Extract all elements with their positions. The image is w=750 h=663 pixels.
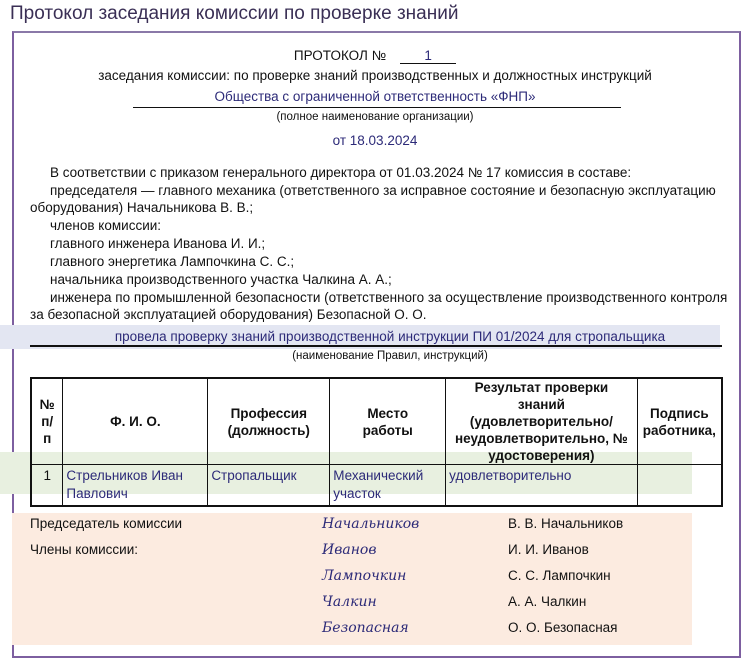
org-underline bbox=[133, 107, 621, 108]
cell-workplace: Механический участок bbox=[330, 465, 446, 507]
results-table bbox=[30, 377, 723, 507]
signatory-name: И. И. Иванов bbox=[508, 542, 589, 557]
handwritten-signature: Иванов bbox=[322, 542, 377, 558]
body-line: членов комиссии: bbox=[50, 218, 162, 233]
instruction-text: провела проверку знаний производственной инструкции ПИ 01/2024 для стропальщика bbox=[114, 329, 666, 344]
col-header: № п/п bbox=[31, 378, 63, 465]
organization-name: Общества с ограниченной ответственность «ФНП» bbox=[214, 89, 536, 104]
table-header-row bbox=[31, 378, 722, 465]
handwritten-signature: Безопасная bbox=[322, 620, 409, 636]
handwritten-signature: Чалкин bbox=[322, 594, 377, 610]
table-row bbox=[31, 465, 722, 507]
org-caption: (полное наименование организации) bbox=[276, 111, 474, 123]
page-title: Протокол заседания комиссии по проверке знаний bbox=[10, 3, 459, 24]
protocol-label: ПРОТОКОЛ № bbox=[293, 48, 387, 63]
protocol-heading bbox=[0, 48, 750, 64]
cell-name: Стрельников Иван Павлович bbox=[63, 465, 208, 507]
signatory-name: О. О. Безопасная bbox=[508, 620, 618, 635]
body-line: В соответствии с приказом генерального директора от 01.03.2024 № 17 комиссия в составе: bbox=[50, 165, 632, 180]
col-header: Подпись работника, bbox=[637, 378, 722, 465]
cell-profession: Стропальщик bbox=[208, 465, 330, 507]
protocol-subtitle: заседания комиссии: по проверке знаний производственных и должностных инструкций bbox=[98, 68, 652, 83]
col-header: Результат проверки знаний (удовлетворительно/ неудовлетворительно, № удостоверения) bbox=[446, 378, 638, 465]
members-label: Члены комиссии: bbox=[30, 542, 139, 557]
protocol-number: 1 bbox=[400, 48, 456, 64]
protocol-date: от 18.03.2024 bbox=[332, 133, 418, 148]
signatory-name: А. А. Чалкин bbox=[508, 594, 587, 609]
cell-result: удовлетворительно bbox=[446, 465, 638, 507]
body-line: главного энергетика Лампочкина С. С.; bbox=[50, 254, 295, 269]
chair-label: Председатель комиссии bbox=[30, 516, 183, 531]
cell-signature bbox=[637, 465, 722, 507]
body-line: председателя — главного механика (ответственного за исправное состояние и безопасную эксплуатацию оборудования) Начальникова В. В.; bbox=[30, 183, 716, 215]
col-header: Профессия (должность) bbox=[208, 378, 330, 465]
body-line: инженера по промышленной безопасности (ответственного за осуществление производственного контроля за безопасной эксплуатацией оборудования) Безопасной О. О. bbox=[30, 290, 728, 322]
col-header: Ф. И. О. bbox=[63, 378, 208, 465]
signatory-name: В. В. Начальников bbox=[508, 516, 624, 531]
signatory-name: С. С. Лампочкин bbox=[508, 568, 611, 583]
body-line: начальника производственного участка Чалкина А. А.; bbox=[50, 272, 392, 287]
instruction-underline bbox=[30, 345, 722, 347]
handwritten-signature: Лампочкин bbox=[322, 568, 407, 584]
handwritten-signature: Начальников bbox=[322, 516, 420, 532]
body-line: главного инженера Иванова И. И.; bbox=[50, 236, 266, 251]
instruction-caption: (наименование Правил, инструкций) bbox=[292, 350, 488, 362]
cell-number: 1 bbox=[31, 465, 63, 507]
col-header: Место работы bbox=[330, 378, 446, 465]
